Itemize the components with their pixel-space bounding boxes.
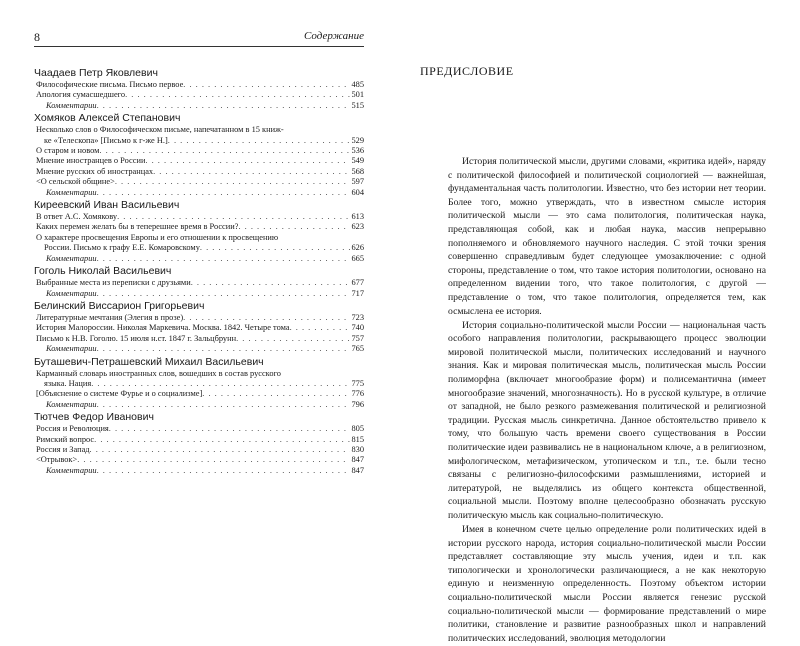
dot-leader [90,445,351,455]
toc-entry [34,167,364,177]
toc-page-number: 604 [351,187,364,197]
dot-leader [290,323,351,333]
toc-author-block [34,66,364,111]
toc-author-name: Хомяков Алексей Степанович [34,112,181,125]
toc-page-number: 536 [351,146,364,156]
toc-page-number: 623 [351,222,364,232]
toc-entry [34,212,364,222]
toc-entry [34,334,364,344]
toc-entry [34,146,364,156]
toc-entry [34,90,364,100]
preface-paragraph: История социально-политической мысли России — национальная часть особого направления политологии, раскрывающего процесс эволюции мировой политической мысли, политических исследований и научного знания. Как и мировая политическая мысль, политическая мысль России полиморфна (включает многообразие форм) и полисемантична (имеет многообразие значений, многозначность). Но в русской культуре, в отличие от западной, не было резкого размежевания политической и религиозной традиции. Русская мысль синкретична. Данное обстоятельство привело к тому, что большую часть времени своего существования в России политические идеи развивались не в национальном ключе, а в религиозном, мифологическом, метафизическом, утопическом и т.п., т.е. были тесно связаны с религиозно-философскими размышлениями, историей и литературой, не выделялись из общего контекста общественной, социальной мысли. Поэтому вполне целесообразно обозначать русскую политическую мысль как социально-политическую. [448,319,766,521]
dot-leader [145,156,350,166]
dot-leader [97,254,351,264]
toc-page-number: 568 [351,166,364,176]
toc-entry [34,435,364,445]
toc-page-number: 796 [351,399,364,409]
toc-author-name: Тютчев Федор Иванович [34,411,154,424]
dot-leader [153,167,350,177]
toc-entry-title: <Отрывок> [36,455,78,465]
toc-comments-entry [34,344,364,354]
toc-comments-entry [34,289,364,299]
toc-entry-title: История Малороссии. Николая Маркевича. Москва. 1842. Четыре тома [36,323,290,333]
dot-leader [202,389,350,399]
toc-author-block [34,264,364,299]
toc-entry [34,222,364,232]
toc-page-number: 815 [351,434,364,444]
dot-leader [168,136,351,146]
toc-author-block [34,410,364,476]
toc-entry-title: Комментарии [46,399,97,409]
toc-entry-title: Комментарии [46,253,97,263]
dot-leader [91,379,350,389]
toc-entry-title: Письмо к Н.В. Гоголю. 15 июля н.ст. 1847 г. Зальцбрунн [36,333,237,343]
dot-leader [77,455,350,465]
toc-entry-title: [Объяснение о системе Фурье и о социализме] [36,389,203,399]
toc-entry-title: Карманный словарь иностранных слов, вошедших в состав русского [36,368,281,378]
toc-comments-entry [34,400,364,410]
toc-entry-title: Философические письма. Письмо первое [36,80,184,89]
toc-comments-entry [34,254,364,264]
toc-page-number: 740 [351,323,364,333]
toc-page-number: 626 [351,243,364,253]
toc-entry-title: Комментарии [46,344,97,354]
toc-comments-entry [34,101,364,111]
dot-leader [97,344,351,354]
toc-page-number: 775 [351,378,364,388]
dot-leader [125,90,350,100]
toc-entry-line [36,136,364,146]
toc-entry [34,369,364,390]
toc-entry-title: Апология сумасшедшего [36,90,126,100]
dot-leader [97,188,351,198]
left-page [0,0,400,601]
toc-entry [34,323,364,333]
toc-entry-title: <О сельской общине> [36,177,115,187]
toc-page-number: 485 [351,80,364,89]
toc-page-number: 613 [351,212,364,222]
toc-entry-title: ке «Телескопа» [Письмо к г-же Н.] [44,135,168,145]
toc-entry-title: О старом и новом [36,146,100,156]
toc-page-number: 597 [351,177,364,187]
preface-body [448,155,766,646]
toc-entry-title: Выбранные места из переписки с друзьями [36,278,191,288]
dot-leader [236,334,350,344]
toc-author-block [34,299,364,355]
toc-entry [34,177,364,187]
toc-entry-title: Каких перемен желать бы в теперешнее время в России? [36,222,239,232]
toc-page-number: 665 [351,253,364,263]
dot-leader [115,177,351,187]
dot-leader [97,400,351,410]
toc-entry [34,80,364,90]
toc-entry-title: языка. Нация [44,378,92,388]
toc-page-number: 757 [351,333,364,343]
toc-entry-title: О характере просвещения Европы и его отношении к просвещению [36,232,279,242]
dot-leader [97,466,351,476]
toc-entry-title: Мнение русских об иностранцах [36,166,154,176]
toc-author-block [34,111,364,198]
toc-author-name: Киреевский Иван Васильевич [34,199,180,212]
toc-author-name: Чаадаев Петр Яковлевич [34,67,158,79]
dot-leader [109,424,351,434]
toc-page-number: 776 [351,389,364,399]
toc-entry-title: Россия и Революция [36,424,109,434]
page-number: 8 [34,30,40,44]
toc-page-number: 677 [351,278,364,288]
toc-entry-line [36,243,364,253]
dot-leader [183,313,350,323]
toc-page-number: 830 [351,444,364,454]
toc-entry-title: России. Письмо к графу Е.Е. Комаровскому [44,243,200,253]
toc-entry [34,424,364,434]
preface-paragraph: Имея в конечном счете целью определение роли политических идей в истории русского народа, история социально-политической мысли России представляет составляющие эту мысль учения, идеи и т.п. как типологически и хронологически различающиеся, а не как некоторую единую и неизменную определенность. Поэтому объектом истории социально-политической мысли России является генезис русской социально-политической мысли — формирование представлений о мире политики, становление и развитие разнообразных школ и направлений политических исследований, эволюция методологии [448,524,766,644]
toc-page-number: 549 [351,156,364,166]
toc-entry-title: Литературные мечтания (Элегия в прозе) [36,312,184,322]
dot-leader [200,243,351,253]
toc-entry [34,156,364,166]
dot-leader [94,435,350,445]
toc-page-number: 723 [351,312,364,322]
toc-entry-title: Комментарии [46,100,97,110]
dot-leader [191,278,351,288]
toc-comments-entry [34,466,364,476]
toc-entry-title: В ответ А.С. Хомякову [36,212,118,222]
preface-title: ПРЕДИСЛОВИЕ [420,64,514,78]
toc-entry-title: Комментарии [46,288,97,298]
toc-page-number: 515 [351,100,364,110]
toc-page-number: 847 [351,465,364,475]
toc-page-number: 501 [351,90,364,100]
right-page [400,0,800,644]
running-head [34,30,364,47]
toc-author-name: Белинский Виссарион Григорьевич [34,299,205,312]
toc-entry-title: Комментарии [46,465,97,475]
toc-entry-line [36,379,364,389]
toc-entry-title: Несколько слов о Философическом письме, напечатанном в 15 книж- [36,125,284,135]
toc-author-block [34,198,364,264]
toc-page-number: 765 [351,344,364,354]
toc-entry-title: Россия и Запад [36,444,90,454]
dot-leader [117,212,350,222]
toc-comments-entry [34,188,364,198]
toc-author-name: Гоголь Николай Васильевич [34,265,172,278]
table-of-contents [34,66,364,476]
toc-page-number: 529 [351,135,364,145]
dot-leader [238,222,350,232]
toc-page-number: 717 [351,288,364,298]
toc-entry [34,233,364,254]
dot-leader [97,289,351,299]
dot-leader [97,101,351,111]
running-title: Содержание [303,30,364,42]
toc-entry-title: Римский вопрос [36,434,95,444]
toc-entry [34,455,364,465]
toc-entry [34,125,364,146]
toc-author-name: Буташевич-Петрашевский Михаил Васильевич [34,355,264,368]
toc-author-block [34,355,364,411]
toc-page-number: 805 [351,424,364,434]
toc-page-number: 847 [351,455,364,465]
toc-entry-title: Комментарии [46,187,97,197]
toc-entry [34,278,364,288]
preface-paragraph: История политической мысли, другими словами, «критика идей», наряду с политической философией и политической социологией — важнейшая, фундаментальная часть политологии. Известно, что без истории нет теории. Более того, можно утверждать, что в известном смысле история политической мысли — это сама политология, политическая наука, представляющая собой, как и любая наука, массив непрерывно пополняемого и обновляемого научного наследия. С этой точки зрения совершенно справедливым будет следующее умозаключение: с одной стороны, представление о том, что такое история политологии, основано на определенном видении того, что такое политология, с другой — представление о том, что такое политология, определяется тем, как осмыслена ее история. [448,156,766,317]
toc-entry-title: Мнение иностранцев о России [36,156,146,166]
toc-entry [34,445,364,455]
toc-entry [34,313,364,323]
dot-leader [99,146,350,156]
dot-leader [183,80,350,90]
toc-entry [34,389,364,399]
